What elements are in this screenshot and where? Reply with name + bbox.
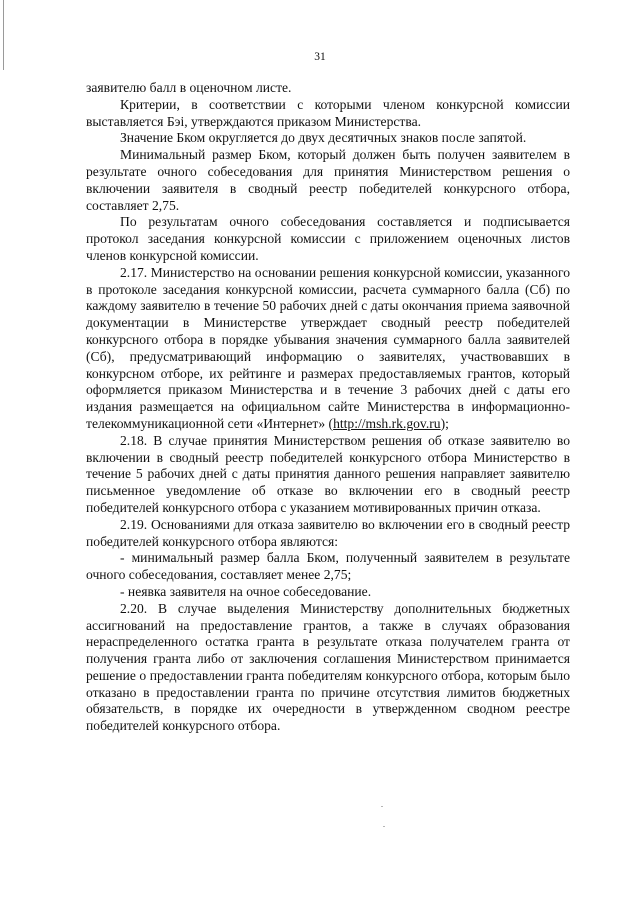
paragraph-2-18: 2.18. В случае принятия Министерством решения об отказе заявителю во включении в сводный реестр победителей конкурсного отбора Министерство в течение 5 рабочих дней с даты принятия данного решения направляет заявителю письменное уведомление об отказе во включении его в сводный реестр победителей конкурсного отбора с указанием мотивированных причин отказа. <box>86 432 570 515</box>
page-number: 31 <box>314 51 326 63</box>
paragraph-protocol: По результатам очного собеседования составляется и подписывается протокол заседания конкурсной комиссии с приложением оценочных листов членов конкурсной комиссии. <box>86 214 570 263</box>
paragraph-2-19: 2.19. Основаниями для отказа заявителю во включении его в сводный реестр победителей конкурсного отбора являются: <box>86 516 570 549</box>
paragraph-2-17-tail: ); <box>440 415 449 431</box>
paragraph-2-17 <box>86 265 570 433</box>
scan-speck <box>383 826 385 827</box>
list-item-no-show: - неявка заявителя на очное собеседование. <box>120 583 372 599</box>
document-body <box>86 80 570 735</box>
paragraph-2-17-text: 2.17. Министерство на основании решения конкурсной комиссии, указанного в протоколе заседания конкурсной комиссии, расчета суммарного балла (Сб) по каждому заявителю в течение 50 рабочих дней с даты окончания приема заявочной документации в Министерстве утверждает сводный реестр победителей конкурсного отбора в порядке убывания значения суммарного балла заявителей (Сб), предусматривающий информацию о заявителях, участвовавших в конкурсном отборе, их рейтинге и размерах предоставляемых грантов, который оформляется приказом Министерства и в течение 3 рабочих дней с даты его издания размещается на официальном сайте Министерства в информационно-телекоммуникационной сети «Интернет» ( <box>86 264 570 431</box>
paragraph-rounding: Значение Бком округляется до двух десятичных знаков после запятой. <box>120 130 527 146</box>
ministry-website-link[interactable]: http://msh.rk.gov.ru <box>333 415 441 431</box>
paragraph-continuation: заявителю балл в оценочном листе. <box>86 80 292 95</box>
list-item-minimum-score: - минимальный размер балла Бком, полученный заявителем в результате очного собеседования, составляет менее 2,75; <box>86 550 570 583</box>
paragraph-minimum-score: Минимальный размер Бком, который должен быть получен заявителем в результате очного собеседования для принятия Министерством решения о включении заявителя в сводный реестр победителей конкурсного отбора, составляет 2,75. <box>86 147 570 213</box>
scan-speck <box>381 806 383 807</box>
paragraph-2-20: 2.20. В случае выделения Министерству дополнительных бюджетных ассигнований на предоставление грантов, а также в случаях образования нераспределенного остатка гранта в результате отказа получателем гранта от получения гранта либо от заключения соглашения Министерством принимается решение о предоставлении гранта победителям конкурсного отбора, которым было отказано в предоставлении гранта по причине отсутствия лимитов бюджетных обязательств, в порядке их очередности в утвержденном сводном реестре победителей конкурсного отбора. <box>86 600 570 734</box>
paragraph-criteria: Критерии, в соответствии с которыми членом конкурсной комиссии выставляется Бэі, утверждаются приказом Министерства. <box>86 96 570 129</box>
